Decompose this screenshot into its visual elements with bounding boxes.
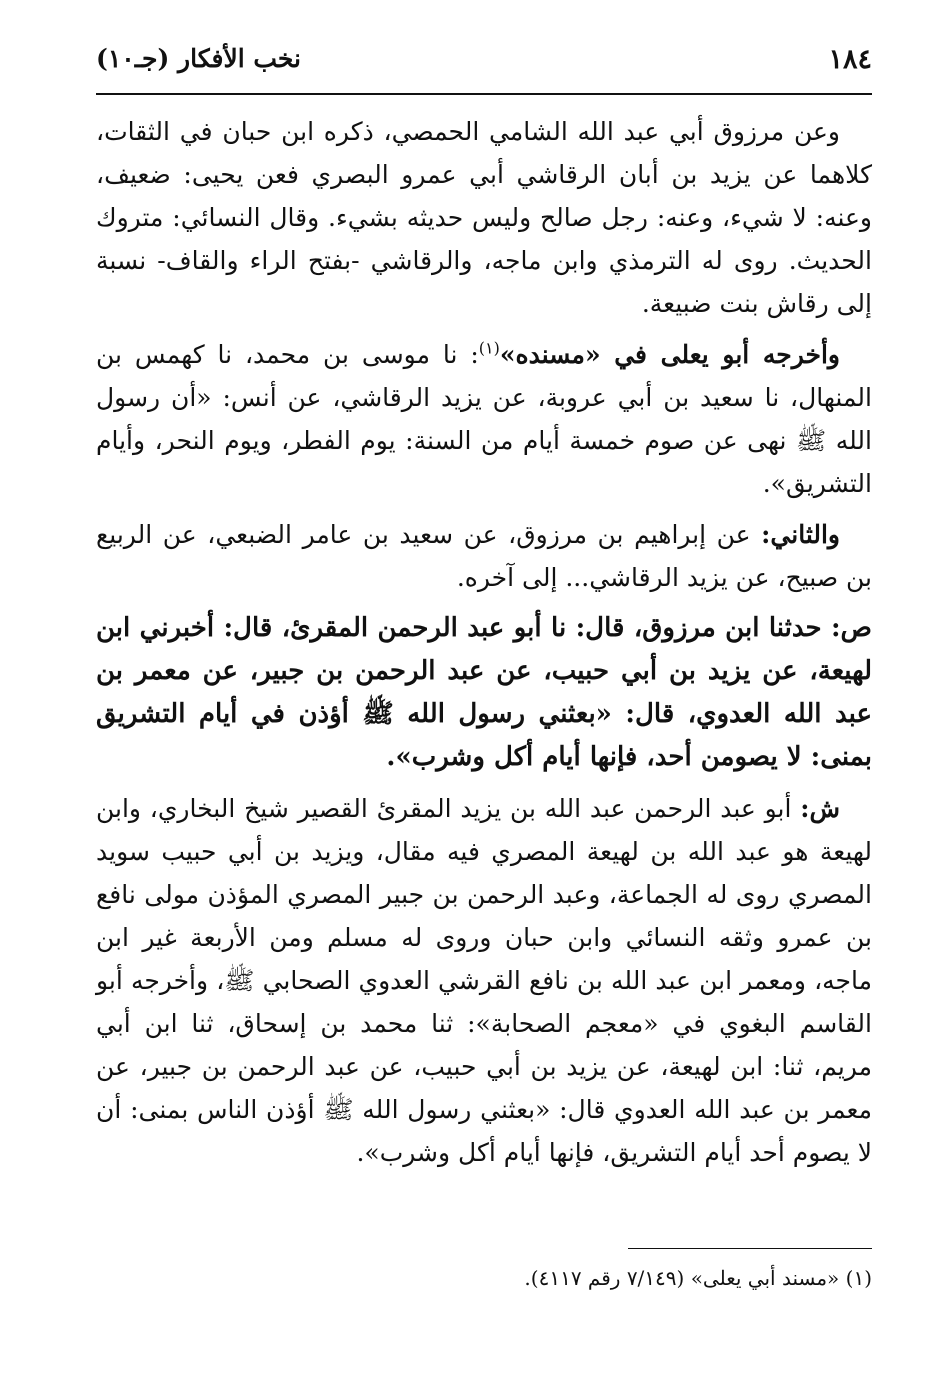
- paragraph-hadith-text: [96, 607, 872, 779]
- footnote: [96, 1262, 872, 1294]
- paragraph-abu-yala: [96, 333, 872, 505]
- paragraph-second-chain: [96, 513, 872, 599]
- paragraph-text: ص: حدثنا ابن مرزوق، قال: نا أبو عبد الرحمن المقرئ، قال: أخبرني ابن لهيعة، عن يزيد بن أبي حبيب، عن عبد الرحمن بن جبير، عن معمر بن عبد الله العدوي، قال: «بعثني رسول الله ﷺ أؤذن في أيام التشريق بمنى: لا يصومن أحد، فإنها أيام أكل وشرب».: [96, 613, 872, 772]
- paragraph-text: عن إبراهيم بن مرزوق، عن سعيد بن عامر الضبعي، عن الربيع بن صبيح، عن يزيد الرقاشي... إلى آخره.: [96, 520, 872, 592]
- footnote-reference: (١): [478, 338, 500, 358]
- main-text: [96, 110, 872, 1174]
- footnote-text: (١) «مسند أبي يعلى» (٧/١٤٩ رقم ٤١١٧).: [524, 1266, 872, 1290]
- paragraph-text: وعن مرزوق أبي عبد الله الشامي الحمصي، ذكره ابن حبان في الثقات، كلاهما عن يزيد بن أبان الرقاشي أبي عمرو البصري فعن يحيى: ضعيف، وعنه: لا شيء، وعنه: رجل صالح وليس حديثه بشيء. وقال النسائي: متروك الحديث. روى له الترمذي وابن ماجه، والرقاشي -بفتح الراء والقاف- نسبة إلى رقاش بنت ضبيعة.: [96, 117, 872, 318]
- paragraph-lead: وأخرجه أبو يعلى في «مسنده»: [499, 340, 840, 369]
- running-title: نخب الأفكار (جـ١٠): [96, 44, 302, 73]
- page-header: [96, 40, 872, 90]
- paragraph-text: : نا موسى بن محمد، نا كهمس بن المنهال، نا سعيد بن أبي عروبة، عن يزيد الرقاشي، عن أنس: «أن رسول الله ﷺ نهى عن صوم خمسة أيام من السنة: يوم الفطر، ويوم النحر، وأيام التشريق».: [96, 340, 872, 498]
- paragraph-commentary: [96, 787, 872, 1174]
- paragraph-narrator-notes: [96, 110, 872, 325]
- paragraph-text: أبو عبد الرحمن عبد الله بن يزيد المقرئ القصير شيخ البخاري، وابن لهيعة هو عبد الله بن لهيعة المصري فيه مقال، ويزيد بن أبي حبيب سويد المصري روى له الجماعة، وعبد الرحمن بن جبير المصري المؤذن مولى نافع بن عمرو وثقه النسائي وابن حبان وروى له مسلم ومن الأربعة غير ابن ماجه، ومعمر ابن عبد الله بن نافع القرشي العدوي الصحابي ﷺ، وأخرجه أبو القاسم البغوي في «معجم الصحابة»: ثنا محمد بن إسحاق، ثنا ابن أبي مريم، ثنا: ابن لهيعة، عن يزيد بن أبي حبيب، عن عبد الرحمن بن جبير، عن معمر بن عبد الله العدوي قال: «بعثني رسول الله ﷺ أؤذن الناس بمنى: أن لا يصوم أحد أيام التشريق، فإنها أيام أكل وشرب».: [96, 794, 872, 1167]
- footnote-divider: [628, 1248, 872, 1249]
- paragraph-lead: ش:: [800, 794, 840, 823]
- paragraph-lead: والثاني:: [761, 520, 840, 549]
- header-divider: [96, 93, 872, 95]
- page-number: ١٨٤: [828, 44, 872, 75]
